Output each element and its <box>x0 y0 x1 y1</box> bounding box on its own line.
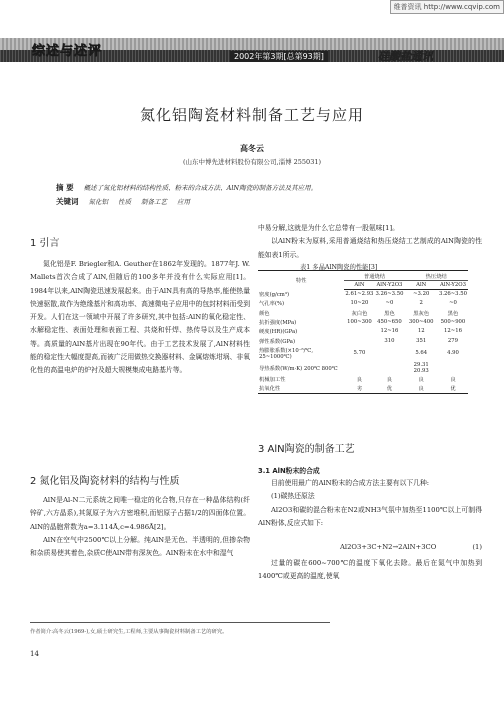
table-cell: 颜色 <box>259 310 270 317</box>
table-cell: ~0 <box>449 300 457 307</box>
section-1-body <box>30 258 250 378</box>
equation-number: (1) <box>472 543 482 551</box>
table-cell: 3.26~3.50 <box>375 291 404 298</box>
table-cell: 5.70 <box>353 350 366 357</box>
table-row <box>258 361 468 374</box>
table-cell: 4.90 <box>447 350 459 357</box>
table-cell: 良 <box>450 376 456 383</box>
section-3-heading: 3 AlN陶瓷的制备工艺 <box>258 444 355 455</box>
table-cell: 300~400 <box>408 319 434 326</box>
table-cell: 500~900 <box>440 319 466 326</box>
footnote: 作者简介:高冬云(1969-),女,硕士研究生,工程师,主要从事陶瓷材料制备工艺的研究。 <box>30 629 228 635</box>
section-2-body <box>30 494 250 560</box>
equation: Al2O3+3C+N2→2AlN+3CO <box>340 543 437 551</box>
table-header: 热压烧结 <box>404 271 468 281</box>
table-cell <box>344 327 374 336</box>
table-cell: 10~20 <box>350 300 369 307</box>
affiliation: (山东中博先进材料股份有限公司,淄博 255031) <box>182 158 322 166</box>
table-subheader: AlN-Y2O3 <box>438 281 468 289</box>
paragraph: AlN在空气中2500℃以上分解。纯AlN是无色、半透明的,但掺杂物和杂质易使其着色,杂质C使AlN带有深灰色。AlN粉末在水中和湿气 <box>30 535 250 558</box>
paragraph: 中易分解,这就是为什么它总带有一股氨味[1]。 <box>258 224 399 232</box>
table-cell: 劣 <box>344 384 374 394</box>
paragraph: 氮化铝是F. Briegler和A. Geuther在1862年发现的。1877年J. W. Mallets首次合成了AlN,但随后的100多年并没有什么实际应用[1]。1984年以来,AlN陶瓷迅速发展起来。由于AlN具有高的导热率,能使热量快速驱散,故作为绝缘基片和高功率、高速微电子应用中的包封材料而受到开发。人们在这一领域中开展了许多研究,其中包括:AlN的氧化稳定性、水解稳定性、表面处理和表面工程、共烧和钎焊、热传导以及生产成本等。高质量的AlN基片出现在90年代。由于工艺技术发展了,AlN材料性能的稳定性大幅度提高,而被广泛用做热交换器材料、金属熔炼坩埚、非氧化性的高温电炉的炉衬及超大规模集成电路基片等。 <box>30 260 250 375</box>
table-subheader: AlN <box>404 281 437 289</box>
table-cell <box>438 361 468 374</box>
table-row <box>258 317 468 326</box>
table-row <box>258 308 468 317</box>
table-subheader: AlN-Y2O3 <box>374 281 404 289</box>
article-title: 氮化铝陶瓷材料制备工艺与应用 <box>139 106 364 124</box>
table-cell: 29.31 20.93 <box>413 361 429 374</box>
paragraph: (1)碳热还原法 <box>271 492 315 501</box>
abstract <box>56 182 317 193</box>
table-cell: 450~650 <box>377 319 402 326</box>
column-name: 硅酸盐通讯 <box>378 50 433 63</box>
table-cell: 优 <box>374 384 404 394</box>
author: 高冬云 <box>240 143 264 153</box>
abstract-text: 概述了氮化铝材料的结构性质、粉末的合成方法、AlN陶瓷的制备方法及其应用。 <box>83 184 318 192</box>
keywords <box>56 196 200 207</box>
table-cell: 弹性系数(GPa) <box>259 338 296 345</box>
table-cell: 良 <box>404 384 437 394</box>
table-caption: 表1 多晶AlN陶瓷的性能[3] <box>300 264 378 271</box>
paragraph: 目前使用最广的AlN粉末的合成方法主要有以下几种: <box>271 479 430 487</box>
table-cell: 优 <box>438 384 468 394</box>
table-cell: ~3.20 <box>413 291 430 298</box>
table-cell <box>374 361 404 374</box>
table-cell: 2.61~2.93 <box>345 291 374 298</box>
table-cell: 气孔率(%) <box>259 301 285 308</box>
table-cell: 279 <box>447 337 459 344</box>
table-cell: 密度(g/cm³) <box>259 291 290 298</box>
table-cell: 5.64 <box>415 350 428 357</box>
table-row <box>258 299 468 308</box>
table-header: 特性 <box>258 271 344 290</box>
table-cell: 12~16 <box>380 328 399 335</box>
table-cell: 2 <box>419 300 423 307</box>
table-cell: 良 <box>418 376 424 383</box>
section-1-heading: 1 引言 <box>30 238 60 249</box>
footnote-rule <box>30 622 330 623</box>
section-3-body <box>258 477 482 530</box>
table-subheader: AlN <box>344 281 374 289</box>
section-tag: 综述与述评 <box>32 44 103 59</box>
table-header: 普通烧结 <box>344 271 404 281</box>
properties-table <box>258 270 468 394</box>
keyword: 制备工艺 <box>141 198 167 206</box>
table-row <box>258 346 468 361</box>
section-3-body-cont <box>258 557 482 584</box>
table-cell: 抗氧化性 <box>258 384 344 394</box>
table-cell: 热膨胀系数(×10⁻⁶/℃, 25~1000℃) <box>259 348 314 361</box>
right-column-intro <box>258 222 482 262</box>
table-cell: 硬度(HR)(GPa) <box>259 329 298 336</box>
table-cell: 3.26~3.50 <box>438 291 467 298</box>
table-cell: 351 <box>416 337 427 344</box>
table-row <box>258 384 468 394</box>
paragraph: Al2O3和碳的混合粉末在N2或NH3气氛中加热至1100℃以上可制得AlN粉体,反应式如下: <box>258 505 482 527</box>
table-cell: 良 <box>386 376 393 383</box>
table-cell: 机械加工性 <box>259 376 286 383</box>
table-cell <box>344 361 374 374</box>
table-cell: 12 <box>417 328 425 335</box>
table-row <box>258 327 468 336</box>
watermark: 维普资讯 http://www.cqvip.com <box>390 0 504 14</box>
table-row <box>258 374 468 383</box>
table-cell: 黑色 <box>447 310 459 317</box>
table-cell: 黑色 <box>384 310 395 317</box>
keywords-label: 关键词 <box>56 197 79 206</box>
table-cell: ~0 <box>385 300 394 307</box>
table-cell: 100~300 <box>347 319 372 326</box>
table-cell: 良 <box>356 376 363 383</box>
abstract-label: 摘 要 <box>56 183 74 192</box>
table-row <box>258 336 468 345</box>
table-cell: 抗折强度(MPa) <box>259 320 297 327</box>
page-number: 14 <box>30 650 39 658</box>
issue-label: 2002年第3期[总第93期] <box>230 51 328 62</box>
section-2-heading: 2 氮化铝及陶瓷材料的结构与性质 <box>30 476 180 487</box>
table-cell <box>344 336 374 345</box>
table-cell: 导热系数(W/m·K) 200℃ 800℃ <box>259 365 338 372</box>
table-cell <box>374 346 404 361</box>
table-row <box>258 289 468 298</box>
paragraph: 过量的碳在600~700℃的温度下氧化去除。最后在氮气中加热到1400℃或更高的温度,使氧 <box>258 559 482 581</box>
journal-header-band <box>0 20 504 72</box>
paragraph: AlN是Al-N二元系统之间唯一稳定的化合物,只存在一种晶体结构(纤锌矿,六方晶系),其氮原子为六方密堆积,而铝原子占据1/2的四面体位置。AlN的晶胞常数为a=3.114Å,c=4.986Å[2]。 <box>30 496 250 531</box>
table-cell: 12~16 <box>444 328 462 335</box>
keyword: 氮化铝 <box>88 198 108 206</box>
keyword: 性质 <box>118 198 131 206</box>
keyword: 应用 <box>177 198 190 206</box>
subsection-3-1-heading: 3.1 AlN粉末的合成 <box>258 467 320 475</box>
table-cell: 灰白色 <box>351 310 368 317</box>
table-cell: 黑灰色 <box>413 310 430 317</box>
table-cell: 310 <box>384 337 395 344</box>
paragraph: 以AlN粉末为原料,采用普通烧结和热压烧结工艺制成的AlN陶瓷的性能如表1所示。 <box>258 237 482 259</box>
